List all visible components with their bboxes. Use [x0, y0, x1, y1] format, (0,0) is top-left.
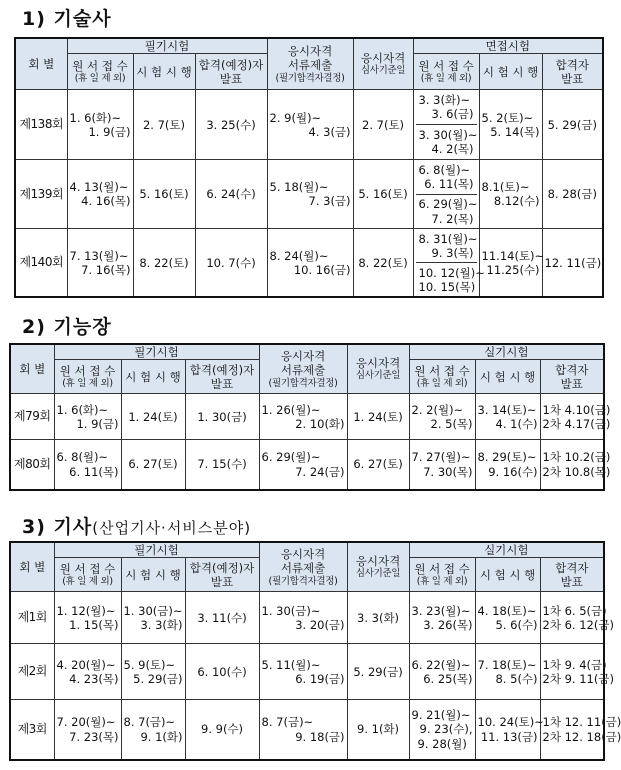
p-pass-cell: 1차 6. 5(금) 2차 6. 12(금) [540, 592, 604, 644]
review-cell: 9. 1(화) [347, 700, 409, 760]
header-apply: 원 서 접 수 (휴 일 제 외) [54, 558, 121, 592]
p-exam-cell: 11.14(토)~ 11.25(수) [479, 229, 542, 298]
header-review: 응시자격 심사기준일 [353, 38, 413, 90]
p-apply-cell: 9. 21(월)~ 9. 23(수), 9. 28(월) [409, 700, 475, 760]
review-cell: 3. 3(화) [347, 592, 409, 644]
review-cell: 6. 27(토) [347, 440, 409, 490]
header-p-exam: 시 험 시 행 [479, 54, 542, 90]
header-exam: 시 험 시 행 [121, 360, 185, 394]
docs-cell: 6. 29(월)~ 7. 24(금) [259, 440, 347, 490]
header-written: 필기시험 [54, 344, 259, 360]
p-exam-cell: 4. 18(토)~ 5. 6(수) [475, 592, 540, 644]
header-p-exam: 시 험 시 행 [475, 360, 540, 394]
apply-cell: 1. 12(월)~ 1. 15(목) [54, 592, 121, 644]
docs-cell: 1. 30(금)~ 3. 20(금) [259, 592, 347, 644]
header-pass: 합격(예정)자 발표 [195, 54, 267, 90]
review-cell: 8. 22(토) [353, 229, 413, 298]
table-row [10, 440, 604, 490]
apply-cell: 4. 13(월)~ 4. 16(목) [67, 160, 133, 229]
header-docs: 응시자격 서류제출 (필기합격자결정) [267, 38, 353, 90]
p-pass-cell: 1차 12. 11(금) 2차 12. 18(금) [540, 700, 604, 760]
round-cell: 제139회 [15, 160, 67, 229]
p-exam-cell: 3. 14(토)~ 4. 1(수) [475, 394, 540, 440]
table-row [15, 160, 603, 229]
schedule-table-2 [9, 343, 611, 491]
header-practical: 실기시험 [409, 542, 604, 558]
pass-cell: 1. 30(금) [185, 394, 259, 440]
exam-cell: 5. 16(토) [133, 160, 195, 229]
apply-cell: 4. 20(월)~ 4. 23(목) [54, 644, 121, 700]
header-p-apply: 원 서 접 수 (휴 일 제 외) [409, 558, 475, 592]
exam-cell: 8. 22(토) [133, 229, 195, 298]
p-apply-cell: 6. 22(월)~ 6. 25(목) [409, 644, 475, 700]
exam-cell: 6. 27(토) [121, 440, 185, 490]
header-p-apply: 원 서 접 수 (휴 일 제 외) [409, 360, 475, 394]
p-apply-cell: 7. 27(월)~ 7. 30(목) [409, 440, 475, 490]
header-pass: 합격(예정)자 발표 [185, 360, 259, 394]
pass-cell: 6. 10(수) [185, 644, 259, 700]
header-written: 필기시험 [54, 542, 259, 558]
header-practical: 실기시험 [409, 344, 604, 360]
apply-cell: 7. 13(월)~ 7. 16(목) [67, 229, 133, 298]
header-pass: 합격(예정)자 발표 [185, 558, 259, 592]
header-exam: 시 험 시 행 [121, 558, 185, 592]
docs-cell: 5. 18(월)~ 7. 3(금) [267, 160, 353, 229]
p-exam-cell: 8. 29(토)~ 9. 16(수) [475, 440, 540, 490]
p-exam-cell: 10. 24(토)~ 11. 13(금) [475, 700, 540, 760]
table-row [10, 644, 604, 700]
header-apply: 원 서 접 수 (휴 일 제 외) [54, 360, 121, 394]
table-row [10, 592, 604, 644]
header-round: 회 별 [10, 542, 54, 592]
round-cell: 제2회 [10, 644, 54, 700]
section-title-2: 2) 기능장 [22, 316, 112, 338]
p-exam-cell: 5. 2(토)~ 5. 14(목) [479, 90, 542, 160]
p-apply-cell: 2. 2(월)~ 2. 5(목) [409, 394, 475, 440]
header-apply: 원 서 접 수 (휴 일 제 외) [67, 54, 133, 90]
round-cell: 제3회 [10, 700, 54, 760]
exam-cell: 1. 30(금)~ 3. 3(화) [121, 592, 185, 644]
p-pass-cell: 8. 28(금) [542, 160, 603, 229]
header-p-exam: 시 험 시 행 [475, 558, 540, 592]
p-pass-cell: 5. 29(금) [542, 90, 603, 160]
header-exam: 시 험 시 행 [133, 54, 195, 90]
schedule-table-3 [9, 541, 621, 761]
apply-cell: 6. 8(월)~ 6. 11(목) [54, 440, 121, 490]
review-cell: 5. 16(토) [353, 160, 413, 229]
docs-cell: 5. 11(월)~ 6. 19(금) [259, 644, 347, 700]
p-pass-cell: 1차 4.10(금) 2차 4.17(금) [540, 394, 604, 440]
p-exam-cell: 7. 18(토)~ 8. 5(수) [475, 644, 540, 700]
p-apply-cell: 6. 8(월)~ 6. 11(목) 6. 29(월)~ 7. 2(목) [413, 160, 479, 229]
header-written: 필기시험 [67, 38, 267, 54]
round-cell: 제79회 [10, 394, 54, 440]
table-row [10, 700, 604, 760]
header-p-apply: 원 서 접 수 (휴 일 제 외) [413, 54, 479, 90]
review-cell: 1. 24(토) [347, 394, 409, 440]
table-row [10, 394, 604, 440]
exam-cell: 1. 24(토) [121, 394, 185, 440]
schedule-table-1 [14, 37, 604, 298]
apply-cell: 1. 6(화)~ 1. 9(금) [67, 90, 133, 160]
exam-cell: 5. 9(토)~ 5. 29(금) [121, 644, 185, 700]
section-title-1: 1) 기술사 [22, 8, 112, 30]
pass-cell: 3. 25(수) [195, 90, 267, 160]
header-review: 응시자격 심사기준일 [347, 344, 409, 394]
header-review: 응시자격 심사기준일 [347, 542, 409, 592]
p-apply-cell: 3. 3(화)~ 3. 6(금) 3. 30(월)~ 4. 2(목) [413, 90, 479, 160]
section-subtitle-3: (산업기사·서비스분야) [92, 519, 252, 537]
section-title-3: 3) 기사(산업기사·서비스분야) [22, 516, 252, 538]
docs-cell: 8. 7(금)~ 9. 18(금) [259, 700, 347, 760]
review-cell: 2. 7(토) [353, 90, 413, 160]
header-p-pass: 합격자 발표 [540, 360, 604, 394]
round-cell: 제80회 [10, 440, 54, 490]
header-round: 회 별 [10, 344, 54, 394]
p-pass-cell: 12. 11(금) [542, 229, 603, 298]
exam-cell: 8. 7(금)~ 9. 1(화) [121, 700, 185, 760]
pass-cell: 6. 24(수) [195, 160, 267, 229]
docs-cell: 1. 26(월)~ 2. 10(화) [259, 394, 347, 440]
header-round: 회 별 [15, 38, 67, 90]
exam-cell: 2. 7(토) [133, 90, 195, 160]
table-row [15, 90, 603, 160]
review-cell: 5. 29(금) [347, 644, 409, 700]
header-docs: 응시자격 서류제출 (필기합격자결정) [259, 344, 347, 394]
header-practical: 면접시험 [413, 38, 603, 54]
docs-cell: 2. 9(월)~ 4. 3(금) [267, 90, 353, 160]
p-pass-cell: 1차 9. 4(금) 2차 9. 11(금) [540, 644, 604, 700]
round-cell: 제1회 [10, 592, 54, 644]
apply-cell: 7. 20(월)~ 7. 23(목) [54, 700, 121, 760]
table-row [15, 229, 603, 298]
p-pass-cell: 1차 10.2(금) 2차 10.8(목) [540, 440, 604, 490]
p-apply-cell: 8. 31(월)~ 9. 3(목) 10. 12(월)~ 10. 15(목) [413, 229, 479, 298]
apply-cell: 1. 6(화)~ 1. 9(금) [54, 394, 121, 440]
header-p-pass: 합격자 발표 [540, 558, 604, 592]
round-cell: 제138회 [15, 90, 67, 160]
p-exam-cell: 8.1(토)~ 8.12(수) [479, 160, 542, 229]
header-docs: 응시자격 서류제출 (필기합격자결정) [259, 542, 347, 592]
pass-cell: 7. 15(수) [185, 440, 259, 490]
round-cell: 제140회 [15, 229, 67, 298]
pass-cell: 9. 9(수) [185, 700, 259, 760]
docs-cell: 8. 24(월)~ 10. 16(금) [267, 229, 353, 298]
p-apply-cell: 3. 23(월)~ 3. 26(목) [409, 592, 475, 644]
pass-cell: 3. 11(수) [185, 592, 259, 644]
pass-cell: 10. 7(수) [195, 229, 267, 298]
header-p-pass: 합격자 발표 [542, 54, 603, 90]
